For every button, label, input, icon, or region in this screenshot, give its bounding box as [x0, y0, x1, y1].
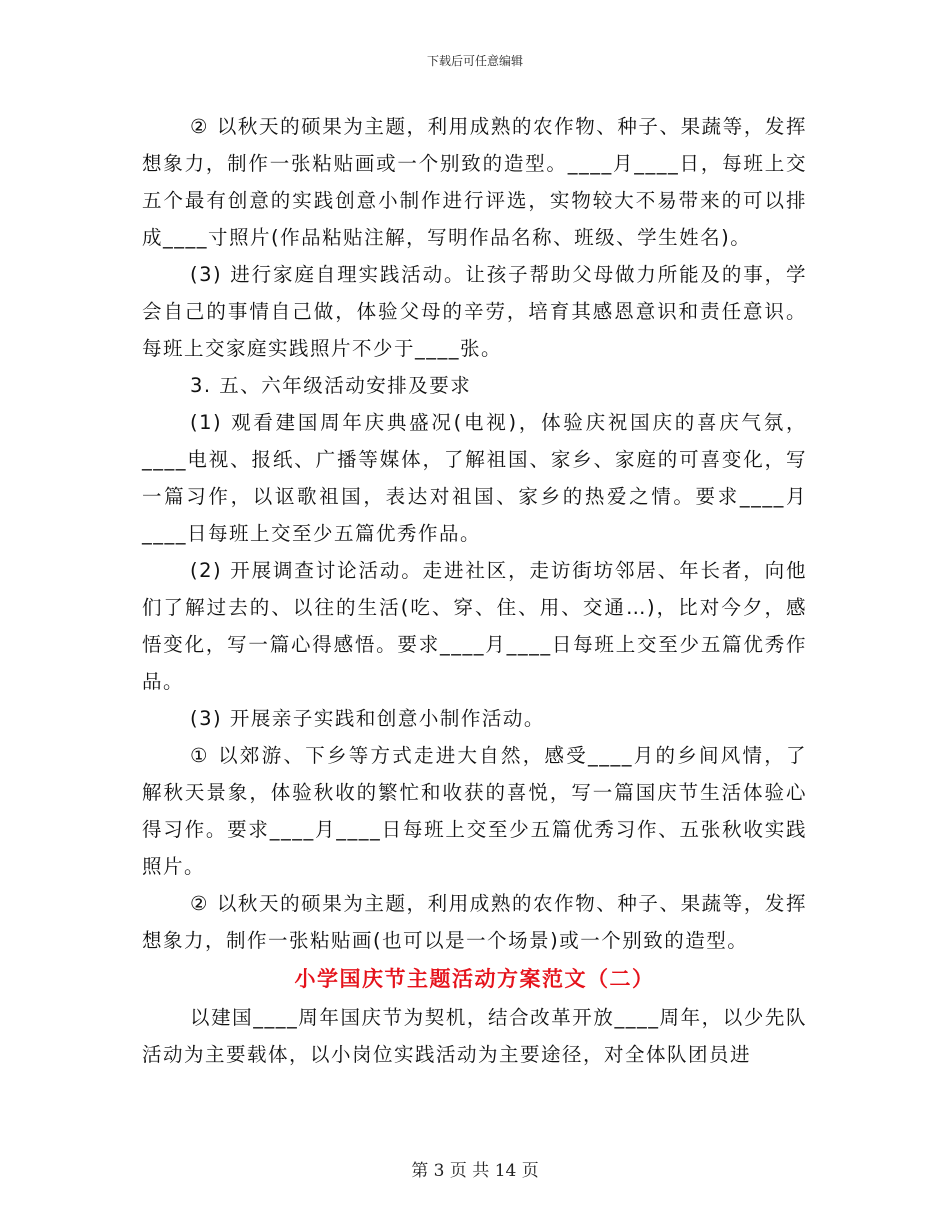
- section-heading: 小学国庆节主题活动方案范文（二）: [294, 967, 655, 991]
- paragraph-collage-task: ② 以秋天的硕果为主题，利用成熟的农作物、种子、果蔬等，发挥想象力，制作一张粘贴画或一个别致的造型。____月____日，每班上交五个最有创意的实践创意小制作进行评选，实物较大不易带来的可以排成____寸照片(作品粘贴注解，写明作品名称、班级、学生姓名)。: [142, 115, 807, 249]
- paragraph-survey-activity: (2) 开展调查讨论活动。走进社区，走访街坊邻居、年长者，向他们了解过去的、以往的生活(吃、穿、住、用、交通…)，比对今夕，感悟变化，写一篇心得感悟。要求____月____日每班上交至少五篇优秀作品。: [142, 559, 807, 693]
- paragraph-home-practice: (3) 进行家庭自理实践活动。让孩子帮助父母做力所能及的事，学会自己的事情自己做，体验父母的辛劳，培育其感恩意识和责任意识。每班上交家庭实践照片不少于____张。: [142, 263, 807, 360]
- paragraph-outing: ① 以郊游、下乡等方式走进大自然，感受____月的乡间风情，了解秋天景象，体验秋收的繁忙和收获的喜悦，写一篇国庆节生活体验心得习作。要求____月____日每班上交至少五篇优秀习作、五张秋收实践照片。: [142, 744, 807, 878]
- paragraph-grade-5-6-title: 3. 五、六年级活动安排及要求: [190, 374, 472, 397]
- paragraph-collage-scene: ② 以秋天的硕果为主题，利用成熟的农作物、种子、果蔬等，发挥想象力，制作一张粘贴画(也可以是一个场景)或一个别致的造型。: [142, 892, 807, 952]
- page-header: 下载后可任意编辑: [426, 54, 523, 68]
- page-footer: 第 3 页 共 14 页: [411, 1161, 539, 1181]
- paragraph-parent-child: (3) 开展亲子实践和创意小制作活动。: [190, 707, 545, 730]
- paragraph-watch-ceremony: (1) 观看建国周年庆典盛况(电视)，体验庆祝国庆的喜庆气氛，____电视、报纸、广播等媒体，了解祖国、家乡、家庭的可喜变化，写一篇习作，以讴歌祖国，表达对祖国、家乡的热爱之情。要求____月____日每班上交至少五篇优秀作品。: [142, 411, 807, 545]
- paragraph-intro: 以建国____周年国庆节为契机，结合改革开放____周年，以少先队活动为主要载体，以小岗位实践活动为主要途径，对全体队团员进: [142, 1006, 807, 1066]
- document-body: [142, 108, 807, 1073]
